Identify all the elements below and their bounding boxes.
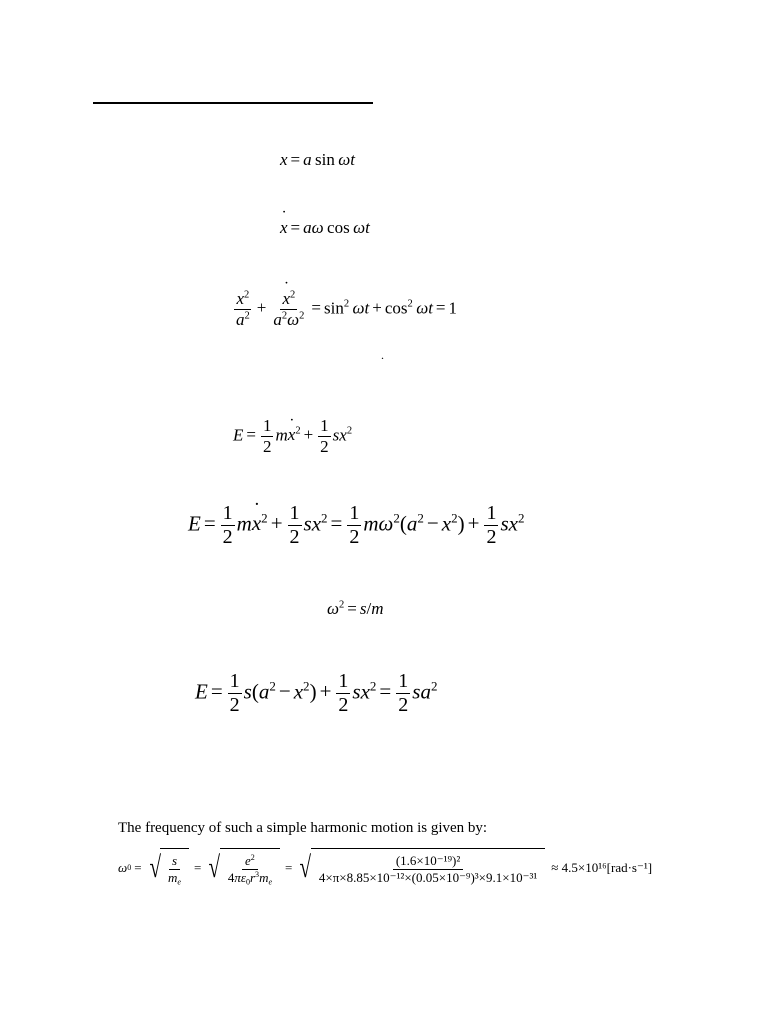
frequency-numerator: (1.6×10⁻¹⁹)² <box>393 853 463 870</box>
top-rule <box>93 102 373 104</box>
frequency-result: ≈ 4.5×10¹⁶[rad·s⁻¹] <box>551 860 653 875</box>
equation-identity: $\frac{x^2}{a^2}$ + $\frac{x ˙^2}{a^2\omega^2}$ = $\sin^2 \omega t + \cos^2 \omega t = 1$ <box>232 290 457 329</box>
equation-omega-squared: $\omega^2 = s/m$ <box>327 599 384 618</box>
equation-frequency: ω 0 = √ $\frac{s}{m_e}$ = √ $\frac{e^2}{4\pi\varepsilon_0r^3m_e}$ = √ $\frac{\text{(1.6×10⁻¹⁹)²}}{\text{4×π×8.85×10⁻¹²×(0.05×10⁻⁹)³×9.1×10⁻³¹}}$ ≈ 4.5×10¹⁶[rad·s⁻¹] <box>118 842 698 894</box>
equation-energy: E = $\frac{1}{2}$ mx ˙$^2$ + $\frac{1}{2}$ $sx^2$ <box>233 417 352 456</box>
equation-energy-expanded: E = $\frac{1}{2}$ mx ˙$^2$ + $\frac{1}{2}$ $sx^2$ = $\frac{1}{2}$ $m\omega^2(a^2 - x^2)$ + $\frac{1}{2}$ $sx^2$ <box>188 503 524 548</box>
equation-velocity: x ˙ = aω cos ωt <box>280 219 370 236</box>
stray-dot: . <box>381 348 384 362</box>
frequency-paragraph: The frequency of such a simple harmonic motion is given by: <box>118 820 488 836</box>
equation-position: x = a sin ωt <box>280 150 356 169</box>
frequency-denominator: 4×π×8.85×10⁻¹²×(0.05×10⁻⁹)³×9.1×10⁻³¹ <box>318 870 538 885</box>
equation-energy-total: E = $\frac{1}{2}$ $s(a^2 - x^2)$ + $\frac{1}{2}$ $sx^2$ = $\frac{1}{2}$ $sa^2$ <box>195 670 438 716</box>
